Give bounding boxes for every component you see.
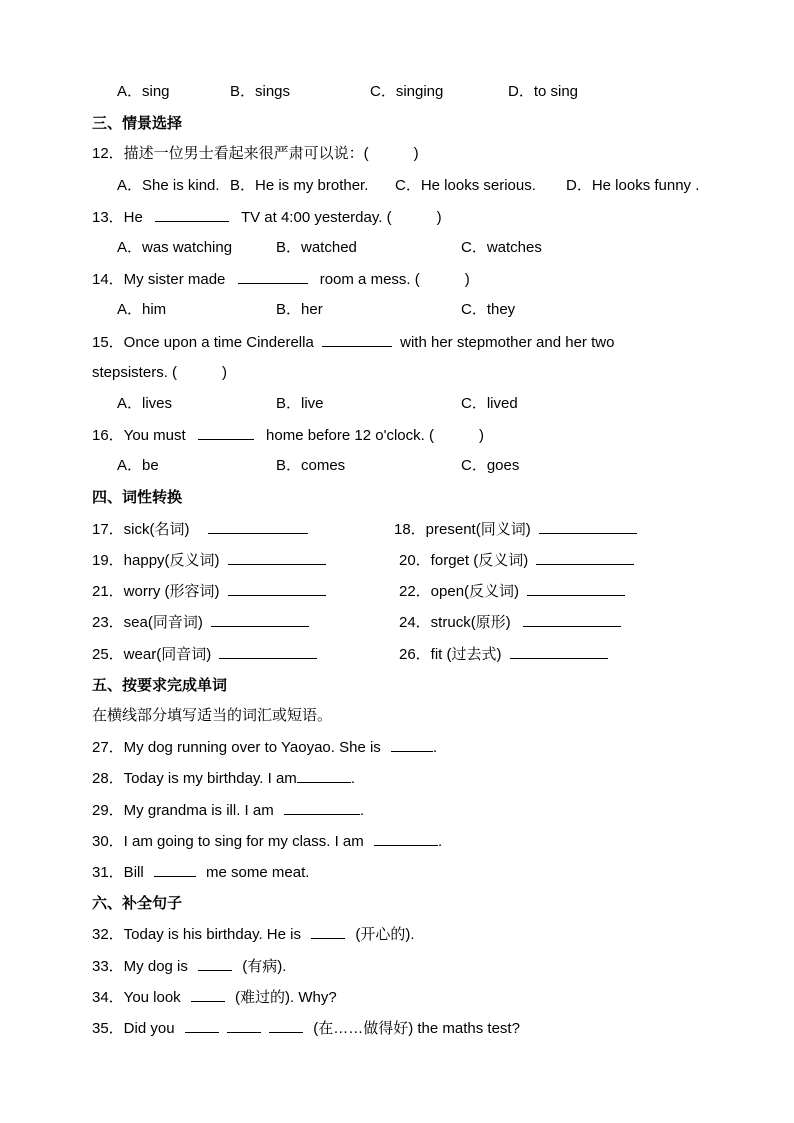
q15-text-post: with her stepmother and her two — [400, 334, 615, 351]
q29-text-pre: 29．My grandma is ill. I am — [92, 802, 274, 819]
q30-item — [92, 831, 442, 851]
q24-item — [399, 612, 621, 632]
q23-text: 23．sea(同音词) — [92, 614, 203, 631]
q33-item — [92, 956, 286, 976]
q13-text-post: TV at 4:00 yesterday. ( ) — [240, 209, 442, 226]
q25-text: 25．wear(同音词) — [92, 646, 212, 663]
q35-blank-3[interactable] — [269, 1018, 303, 1033]
q13-blank[interactable] — [155, 207, 229, 222]
q27-item — [92, 737, 437, 757]
q18-text: 18．present(同义词) — [394, 521, 531, 538]
q21-text: 21．worry (形容词) — [92, 583, 220, 600]
q35-blank-2[interactable] — [227, 1018, 261, 1033]
q14-stem — [92, 269, 470, 289]
q26-item — [399, 644, 608, 664]
q34-text-post: (难过的). Why? — [235, 989, 337, 1006]
q16-stem — [92, 425, 484, 445]
section-heading-6: 六、补全句子 — [92, 894, 183, 912]
q29-item — [92, 800, 364, 820]
q29-text-post: . — [359, 802, 365, 819]
q14-option-c: C．they — [461, 301, 516, 318]
q12-option-b: B．He is my brother. — [230, 177, 369, 194]
q34-item — [92, 987, 337, 1007]
q33-text-post: (有病). — [242, 958, 287, 975]
q21-blank[interactable] — [228, 581, 326, 596]
q22-blank[interactable] — [527, 581, 625, 596]
q11-option-c: C．singing — [370, 83, 444, 100]
q13-option-b: B．watched — [276, 239, 357, 256]
q33-blank[interactable] — [198, 956, 232, 971]
q32-text-pre: 32．Today is his birthday. He is — [92, 926, 301, 943]
q17-item — [92, 519, 308, 539]
q16-option-c: C．goes — [461, 457, 520, 474]
q27-text-pre: 27．My dog running over to Yaoyao. She is — [92, 739, 381, 756]
q17-blank[interactable] — [208, 519, 308, 534]
q15-option-c: C．lived — [461, 395, 518, 412]
q35-text-pre: 35．Did you — [92, 1020, 175, 1037]
q11-option-d: D．to sing — [508, 83, 579, 100]
q32-item — [92, 924, 415, 944]
q25-blank[interactable] — [219, 644, 317, 659]
q15-option-b: B．live — [276, 395, 324, 412]
q28-item — [92, 768, 355, 788]
section-heading-3: 三、情景选择 — [92, 114, 183, 132]
q34-text-pre: 34．You look — [92, 989, 181, 1006]
q16-blank[interactable] — [198, 425, 254, 440]
q30-text-post: . — [437, 833, 443, 850]
q35-blank-1[interactable] — [185, 1018, 219, 1033]
q15-option-a: A．lives — [117, 395, 173, 412]
q11-option-a: A．sing — [117, 83, 170, 100]
q30-blank[interactable] — [374, 831, 438, 846]
q15-stem-continued: stepsisters. ( ) — [92, 364, 228, 381]
q19-item — [92, 550, 326, 570]
q18-blank[interactable] — [539, 519, 637, 534]
q18-item — [394, 519, 637, 539]
q31-blank[interactable] — [154, 862, 196, 877]
q13-option-a: A．was watching — [117, 239, 233, 256]
q16-option-b: B．comes — [276, 457, 346, 474]
q13-text-pre: 13．He — [92, 209, 143, 226]
q23-item — [92, 612, 309, 632]
q12-option-a: A．She is kind. — [117, 177, 220, 194]
section-heading-4: 四、词性转换 — [92, 488, 183, 506]
q28-text-pre: 28．Today is my birthday. I am — [92, 770, 297, 787]
section-5-instruction: 在横线部分填写适当的词汇或短语。 — [92, 707, 333, 724]
q33-text-pre: 33．My dog is — [92, 958, 188, 975]
section-heading-5: 五、按要求完成单词 — [92, 676, 228, 694]
q14-text-post: room a mess. ( ) — [319, 271, 470, 288]
q20-blank[interactable] — [536, 550, 634, 565]
q26-blank[interactable] — [510, 644, 608, 659]
q29-blank[interactable] — [284, 800, 360, 815]
q13-option-c: C．watches — [461, 239, 542, 256]
q13-stem — [92, 207, 442, 227]
q19-blank[interactable] — [228, 550, 326, 565]
q32-blank[interactable] — [311, 924, 345, 939]
q31-text-pre: 31．Bill — [92, 864, 144, 881]
q31-text-post: me some meat. — [206, 864, 310, 881]
q26-text: 26．fit (过去式) — [399, 646, 502, 663]
q14-blank[interactable] — [238, 269, 308, 284]
q20-text: 20．forget (反义词) — [399, 552, 529, 569]
q12-option-c: C．He looks serious. — [395, 177, 536, 194]
q23-blank[interactable] — [211, 612, 309, 627]
q22-text: 22．open(反义词) — [399, 583, 520, 600]
q12-stem: 12．描述一位男士看起来很严肃可以说：( ) — [92, 145, 419, 162]
q27-blank[interactable] — [391, 737, 433, 752]
q27-text-post: . — [432, 739, 438, 756]
q31-item — [92, 862, 309, 882]
q16-text-post: home before 12 o'clock. ( ) — [266, 427, 484, 444]
q24-text: 24．struck(原形) — [399, 614, 511, 631]
q22-item — [399, 581, 625, 601]
q28-blank[interactable] — [297, 768, 351, 783]
q15-text-pre: 15．Once upon a time Cinderella — [92, 334, 314, 351]
q28-text-post: . — [350, 770, 355, 787]
q14-text-pre: 14．My sister made — [92, 271, 226, 288]
q15-blank[interactable] — [322, 332, 392, 347]
q14-option-a: A．him — [117, 301, 167, 318]
q35-text-post: (在……做得好) the maths test? — [313, 1020, 520, 1037]
q16-option-a: A．be — [117, 457, 159, 474]
q12-option-d: D．He looks funny . — [566, 177, 700, 194]
q24-blank[interactable] — [523, 612, 621, 627]
q11-option-b: B．sings — [230, 83, 291, 100]
q25-item — [92, 644, 317, 664]
q30-text-pre: 30．I am going to sing for my class. I am — [92, 833, 364, 850]
q34-blank[interactable] — [191, 987, 225, 1002]
q17-text: 17．sick(名词) — [92, 521, 190, 538]
q16-text-pre: 16．You must — [92, 427, 186, 444]
q21-item — [92, 581, 326, 601]
q19-text: 19．happy(反义词) — [92, 552, 220, 569]
q20-item — [399, 550, 634, 570]
q35-item — [92, 1018, 520, 1038]
q32-text-post: (开心的). — [355, 926, 415, 943]
q14-option-b: B．her — [276, 301, 323, 318]
q15-stem — [92, 332, 614, 352]
